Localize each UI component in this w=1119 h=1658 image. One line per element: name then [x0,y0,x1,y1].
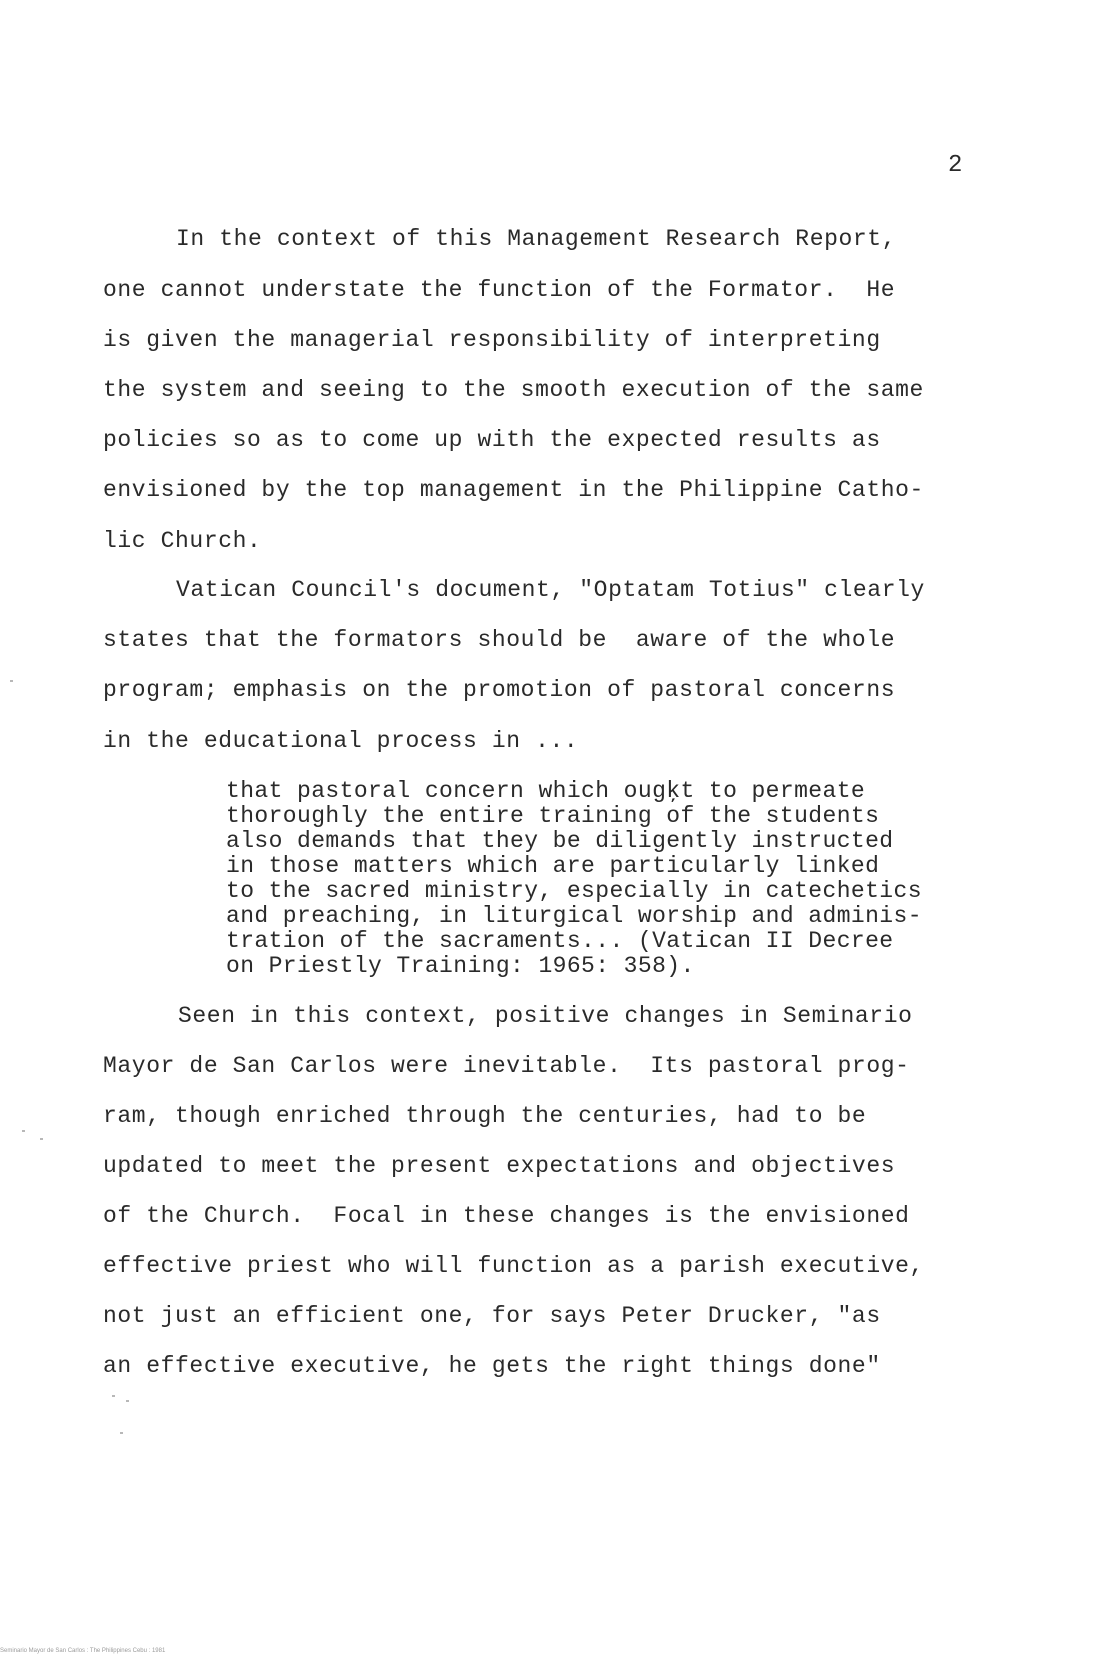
quote-line: thoroughly the entire training of the students [226,803,880,829]
paragraph-line: In the context of this Management Research Report, [176,226,897,252]
quote-line: also demands that they be diligently instructed [226,828,894,854]
paragraph-line: envisioned by the top management in the Philippine Catho- [103,477,924,503]
quote-line: that pastoral concern which ougķt to permeate [226,778,866,804]
paragraph-line: lic Church. [103,528,262,554]
page-number: 2 [948,152,963,179]
paragraph-line: program; emphasis on the promotion of pastoral concerns [103,677,896,703]
quote-line: to the sacred ministry, especially in catechetics [226,878,922,904]
paragraph-line: of the Church. Focal in these changes is the envisioned [103,1203,910,1229]
quote-line: in those matters which are particularly linked [226,853,880,879]
paragraph-line: an effective executive, he gets the right things done" [103,1353,881,1379]
scan-footer: Seminario Mayor de San Carlos : The Philippines Cebu : 1981 [0,1648,166,1654]
scan-speck [112,1395,115,1397]
paragraph-line: in the educational process in ... [103,728,579,754]
paragraph-line: policies so as to come up with the expected results as [103,427,881,453]
scan-speck [120,1432,123,1434]
paragraph-line: Mayor de San Carlos were inevitable. Its pastoral prog- [103,1053,910,1079]
paragraph-line: effective priest who will function as a parish executive, [103,1253,924,1279]
paragraph-line: Seen in this context, positive changes in Seminario [178,1003,913,1029]
paragraph-line: ram, though enriched through the centuries, had to be [103,1103,867,1129]
paragraph-line: updated to meet the present expectations and objectives [103,1153,896,1179]
quote-line: and preaching, in liturgical worship and adminis- [226,903,922,929]
paragraph-line: states that the formators should be aware of the whole [103,627,896,653]
paragraph-line: Vatican Council's document, "Optatam Totius" clearly [176,577,925,603]
paragraph-line: not just an efficient one, for says Peter Drucker, "as [103,1303,881,1329]
scan-speck [40,1138,43,1140]
paragraph-line: the system and seeing to the smooth execution of the same [103,377,924,403]
paragraph-line: one cannot understate the function of the Formator. He [103,277,896,303]
scan-speck [10,680,13,682]
scan-speck [126,1400,129,1402]
quote-line: on Priestly Training: 1965: 358). [226,953,695,979]
scan-speck [22,1130,25,1132]
paragraph-line: is given the managerial responsibility of interpreting [103,327,881,353]
quote-line: tration of the sacraments... (Vatican II Decree [226,928,894,954]
